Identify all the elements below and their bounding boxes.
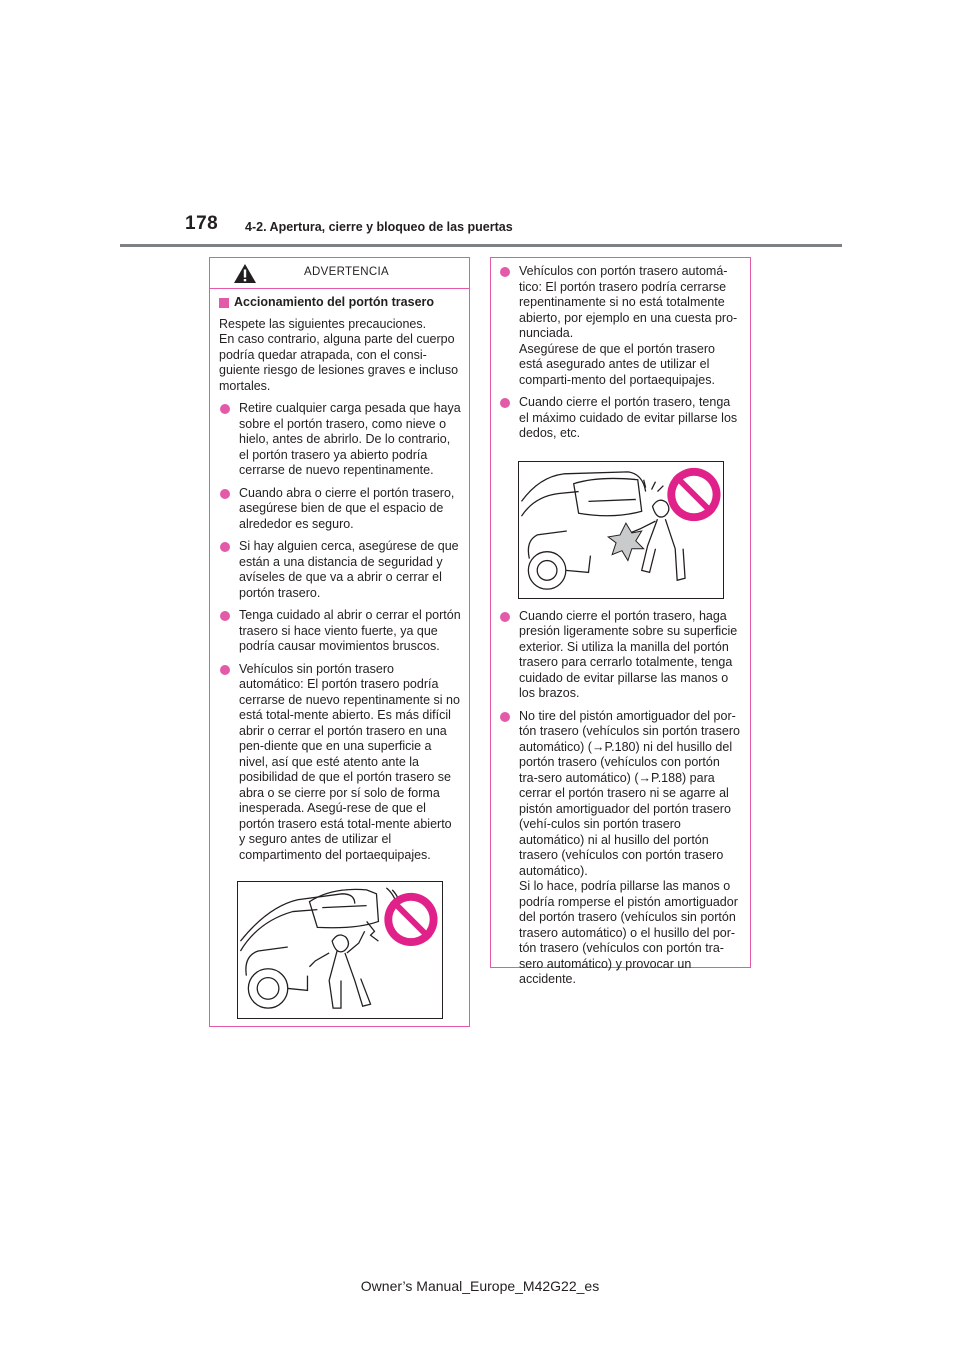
arrow-ref-icon: → [591,739,605,754]
page-reference-link[interactable]: P.180 [604,739,636,754]
bullet-dot-icon [500,612,510,622]
text-part: ) para cerrar el portón trasero ni se agarre al pistón amortiguador del portón trasero (vehí-culos sin portón trasero automático) ni al husillo del portón trasero (vehículos con portón trasero automático). Si lo hace, podría pillarse las manos o podría romperse el pistón amortiguador del portón trasero (vehículos sin portón trasero automático) o el husillo del por-tón trasero (vehículos con portón tra-sero automático) y provocar un accidente. [519,770,738,986]
warning-box-left [209,257,470,1027]
finger-pinch-illustration-icon [519,462,723,598]
square-bullet-icon [219,298,229,308]
intro-paragraph: Respete las siguientes precauciones. En caso contrario, alguna parte del cuerpo podría quedar atrapada, con el consi-guiente riesgo de lesiones graves e incluso mortales. [219,316,459,393]
page-reference-link[interactable]: P.188 [650,770,683,785]
subheading-text: Accionamiento del portón trasero [234,295,435,309]
illustration-tailgate-wind [237,881,443,1019]
bullet-dot-icon [220,404,230,414]
list-item-text: Retire cualquier carga pesada que haya sobre el portón trasero, como nieve o hielo, antes de abrirlo. De lo contrario, el portón trasero ya abierto podría cerrarse de nuevo repentinamente. [239,401,461,477]
bullet-dot-icon [220,611,230,621]
list-item-text: Vehículos con portón trasero automá-tico: El portón trasero podría cerrarse repentinamente si no está totalmente abierto, por ejemplo en una cuesta pro-nunciada. Asegúrese de que el portón trasero está asegurado antes de utilizar el comparti-mento del portaequipajes. [519,264,738,387]
list-item-text: Tenga cuidado al abrir o cerrar el portón trasero si hace viento fuerte, ya que podría causar movimientos bruscos. [239,608,461,653]
bullet-dot-icon [500,398,510,408]
text-part: No tire del pistón amortiguador del por-tón trasero (vehículos sin portón trasero automático) ( [519,708,740,754]
header-rule [120,244,842,247]
section-title: 4-2. Apertura, cierre y bloqueo de las puertas [245,220,513,234]
list-item-text: Si hay alguien cerca, asegúrese de que están a una distancia de seguridad y avíseles de que va a abrir o cerrar el portón trasero. [239,539,459,600]
illustration-finger-pinch [518,461,724,599]
page-number: 178 [185,213,219,234]
bullet-dot-icon [220,489,230,499]
list-item [499,609,742,702]
list-item-text: Cuando abra o cierre el portón trasero, asegúrese bien de que el espacio de alrededor es seguro. [239,485,455,531]
list-item [219,539,461,601]
arrow-ref-icon: → [638,770,651,785]
list-item-text [519,709,742,988]
text-part: ) ni del husillo del portón trasero (vehículos con portón tra-sero automático) ( [519,739,733,785]
warning-label: ADVERTENCIA [304,266,389,278]
list-item-text: Cuando cierre el portón trasero, tenga el máximo cuidado de evitar pillarse los dedos, etc. [519,395,738,440]
tailgate-wind-illustration-icon [238,882,442,1018]
list-item [219,662,461,864]
bullet-dot-icon [220,665,230,675]
list-item [499,264,742,388]
warning-header [210,258,469,289]
list-item [219,401,461,479]
bullet-dot-icon [220,542,230,552]
list-item [499,709,742,988]
bullet-dot-icon [500,712,510,722]
list-item [499,395,742,442]
warning-box-right [490,257,751,986]
list-item-text: Cuando cierre el portón trasero, haga presión ligeramente sobre su superficie exterior. Si utiliza la manilla del portón trasero para cerrarlo totalmente, tenga cuidado de evitar pillarse las manos o los brazos. [519,608,738,700]
list-item [219,486,461,533]
bullet-dot-icon [500,267,510,277]
subheading [219,295,461,311]
list-item [219,608,461,655]
footer-text: Owner’s Manual_Europe_M42G22_es [360,1278,600,1294]
list-item-text: Vehículos sin portón trasero automático: El portón trasero podría cerrarse de nuevo repentinamente si no está total-mente abierto. Es más difícil abrir o cerrar el portón trasero en una pen-diente que en una superficie a nivel, así que esté atento ante la posibilidad de que el portón trasero se abra o se cierre por sí solo de forma inesperada. Asegú-rese de que el portón trasero está total-mente abierto y seguro antes de utilizar el compartimento del portaequipajes. [239,661,460,862]
